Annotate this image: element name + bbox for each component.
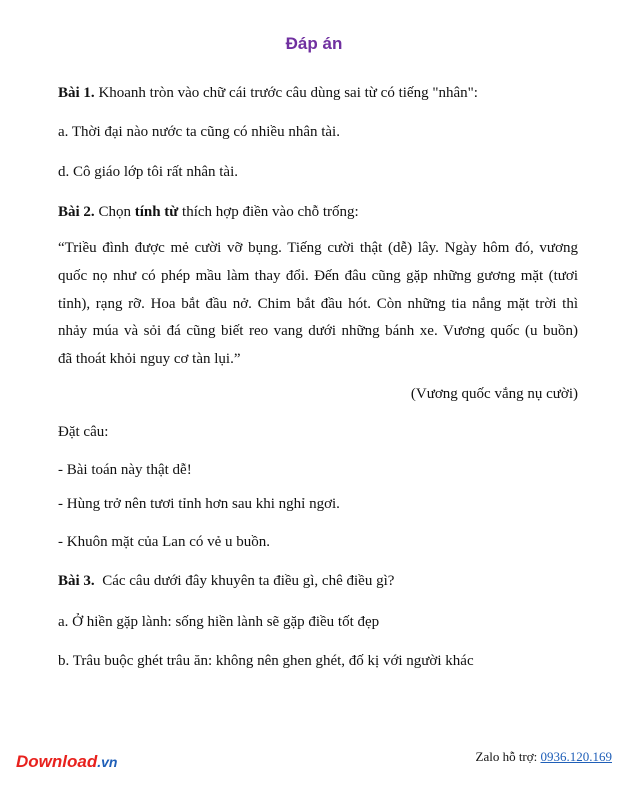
passage-source: (Vương quốc vắng nụ cười) [410,386,578,402]
exercise-3-answer-b: b. Trâu buộc ghét trâu ăn: không nên ghen ghét, đố kị với người khác [58,653,474,669]
passage-line: nhảy múa và sỏi đá cũng biết reo vang dưới những bánh xe. Vương quốc (u buồn) [58,323,578,339]
sentence-item: - Khuôn mặt của Lan có vẻ u buồn. [58,534,271,550]
exercise-1-answer-d: d. Cô giáo lớp tôi rất nhân tài. [58,164,238,180]
exercise-3-answer-a: a. Ở hiền gặp lành: sống hiền lành sẽ gặp điều tốt đẹp [58,614,380,630]
page-title: Đáp án [285,34,343,53]
exercise-1-label: Bài 1. [58,85,95,101]
exercise-3-text: Các câu dưới đây khuyên ta điều gì, chê điều gì? [94,573,395,589]
exercise-2-text-before: Chọn [94,204,135,220]
exercise-1-answer-a: a. Thời đại nào nước ta cũng có nhiều nhân tài. [58,124,340,140]
logo-brand: Download [16,752,98,771]
logo-tld: .vn [97,754,118,770]
exercise-3-prompt [58,571,394,591]
sentence-item: - Bài toán này thật dễ! [58,462,192,478]
exercise-2-prompt [58,202,359,222]
exercise-3-label: Bài 3. [58,573,95,589]
zalo-support [476,748,613,766]
exercise-1-prompt [58,83,478,103]
exercise-2-keyword: tính từ [134,204,179,220]
passage-line: tỉnh), rạng rỡ. Hoa bắt đầu nở. Chim bắt đầu hót. Còn những tia nắng mặt trời thì [58,296,578,312]
sentence-heading: Đặt câu: [58,424,109,440]
passage-line: quốc nọ như có phép mầu làm thay đổi. Đến đâu cũng gặp những gương mặt (tươi [58,268,578,284]
zalo-label: Zalo hỗ trợ: [475,749,541,764]
exercise-1-text: Khoanh tròn vào chữ cái trước câu dùng sai từ có tiếng "nhân": [94,85,478,101]
passage-line: đã thoát khỏi nguy cơ tàn lụi.” [58,351,241,367]
passage-line: “Triều đình được mẻ cười vỡ bụng. Tiếng cười thật (dễ) lây. Ngày hôm đó, vương [58,240,578,256]
zalo-phone-link[interactable]: 0936.120.169 [540,749,612,764]
sentence-item: - Hùng trở nên tươi tỉnh hơn sau khi nghỉ ngơi. [58,496,340,512]
download-logo[interactable] [16,752,117,772]
exercise-2-label: Bài 2. [58,204,95,220]
exercise-2-text-after: thích hợp điền vào chỗ trống: [178,204,359,220]
